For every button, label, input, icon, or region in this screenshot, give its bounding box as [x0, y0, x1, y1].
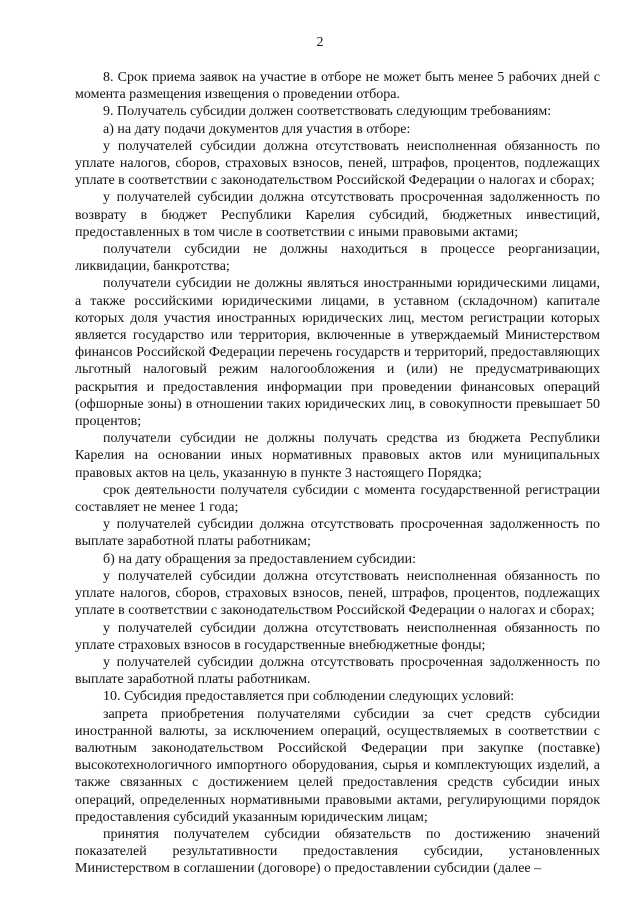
requirement-no-reorganization: получатели субсидии не должны находиться в процессе реорганизации, ликвидации, банкротства; — [75, 242, 600, 275]
subparagraph-a-heading: а) на дату подачи документов для участия в отборе: — [103, 121, 411, 137]
requirement-b-no-insurance-debt: у получателей субсидии должна отсутствовать неисполненная обязанность по уплате страховых взносов в государственные внебюджетные фонды; — [75, 620, 600, 653]
subparagraph-b-heading: б) на дату обращения за предоставлением субсидии: — [103, 551, 416, 567]
document-body — [75, 69, 600, 878]
paragraph-8-application-deadline: 8. Срок приема заявок на участие в отборе не может быть менее 5 рабочих дней с момента размещения извещения о проведении отбора. — [75, 70, 600, 103]
requirement-b-no-tax-debt: у получателей субсидии должна отсутствовать неисполненная обязанность по уплате налогов, сборов, страховых взносов, пеней, штрафов, процентов, подлежащих уплате в соответствии с законодательством Российской Федерации о налогах и сборах; — [75, 568, 600, 619]
condition-performance-obligations: принятия получателем субсидии обязательств по достижению значений показателей результативности предоставления субсидии, установленных Министерством в соглашении (договоре) о предоставлении субсидии (далее – — [75, 826, 600, 877]
requirement-no-tax-debt: у получателей субсидии должна отсутствовать неисполненная обязанность по уплате налогов, сборов, страховых взносов, пеней, штрафов, процентов, подлежащих уплате в соответствии с законодательством Российской Федерации о налогах и сборах; — [75, 138, 600, 189]
paragraph-9-requirements-heading: 9. Получатель субсидии должен соответствовать следующим требованиям: — [103, 104, 552, 120]
requirement-not-foreign-entity: получатели субсидии не должны являться иностранными юридическими лицами, а также российскими юридическими лицами, в уставном (складочном) капитале которых доля участия иностранных юридических лиц, местом регистрации которых является государство или территория, включенные в утверждаемый Министерством финансов Российской Федерации перечень государств и территорий, предоставляющих льготный налоговый режим налогообложения и (или) не предусматривающих раскрытия и предоставления информации при проведении финансовых операций (офшорные зоны) в отношении таких юридических лиц, в совокупности превышает 50 процентов; — [75, 276, 600, 430]
paragraph-10-conditions-heading: 10. Субсидия предоставляется при соблюдении следующих условий: — [103, 689, 515, 705]
requirement-no-overdue-budget-debt: у получателей субсидии должна отсутствовать просроченная задолженность по возврату в бюджет Республики Карелия субсидий, бюджетных инвестиций, предоставленных в том числе в соответствии с иными правовыми актами; — [75, 190, 600, 240]
requirement-no-wage-arrears: у получателей субсидии должна отсутствовать просроченная задолженность по выплате заработной платы работникам; — [75, 517, 600, 550]
requirement-b-no-wage-arrears: у получателей субсидии должна отсутствовать просроченная задолженность по выплате заработной платы работникам. — [75, 654, 600, 688]
page-number: 2 — [316, 35, 324, 50]
requirement-no-other-budget-funds: получатели субсидии не должны получать средства из бюджета Республики Карелия на основании иных нормативных правовых актов или муниципальных правовых актов на цель, указанную в пункте 3 настоящего Порядка; — [75, 431, 600, 481]
condition-foreign-currency-ban: запрета приобретения получателями субсидии за счет средств субсидии иностранной валюты, за исключением операций, осуществляемых в соответствии с валютным законодательством Российской Федерации при закупке (поставке) высокотехнологичного импортного оборудования, сырья и комплектующих изделий, а также связанных с достижением целей предоставления средств субсидии иных операций, определенных нормативными правовыми актами, регулирующими порядок предоставления субсидий указанным юридическим лицам; — [75, 706, 600, 825]
requirement-activity-period: срок деятельности получателя субсидии с момента государственной регистрации составляет не менее 1 года; — [75, 482, 600, 516]
